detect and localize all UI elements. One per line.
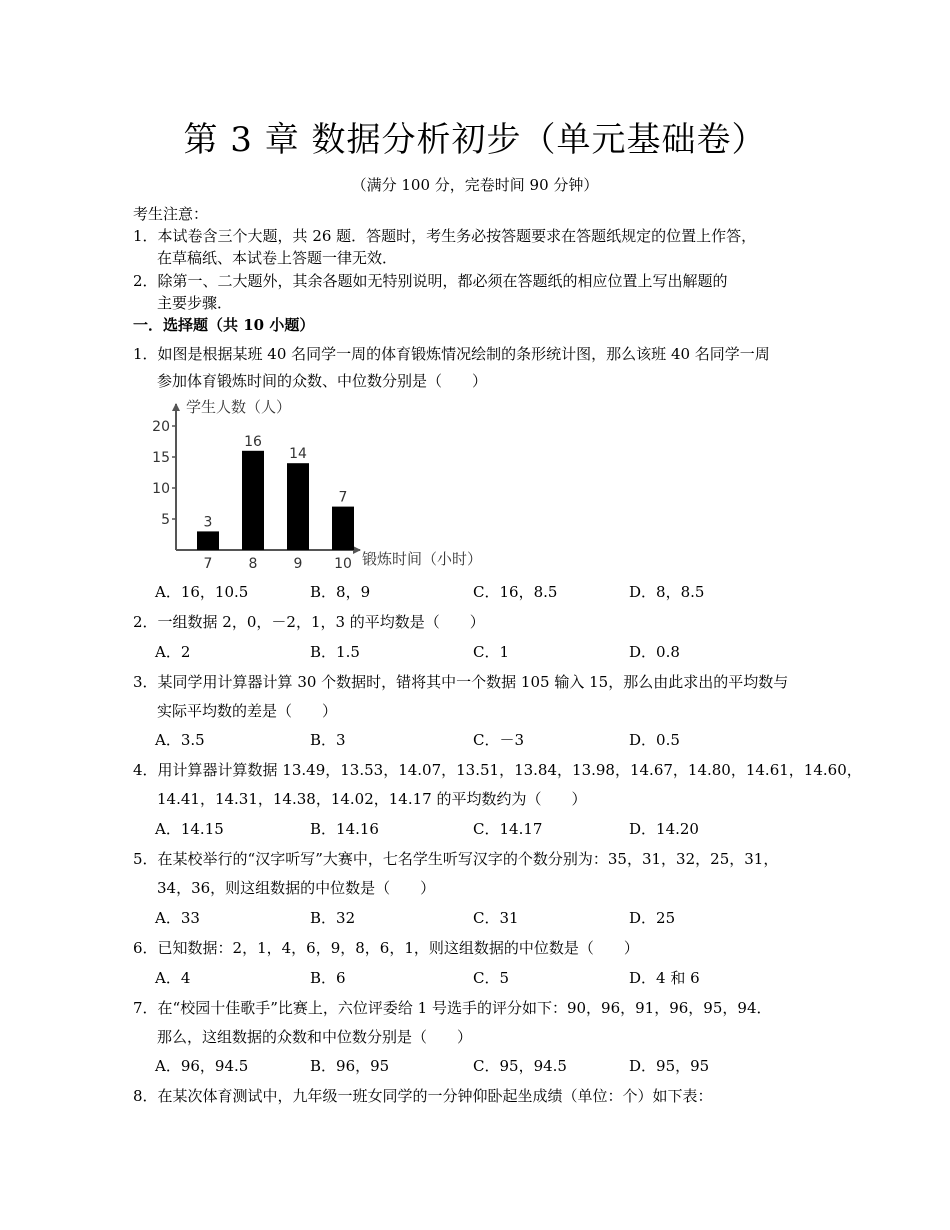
bar-data-label: 7	[338, 489, 348, 506]
option-b[interactable]: B．96，95	[310, 1057, 390, 1075]
bar	[332, 507, 354, 550]
option-c[interactable]: C．－3	[473, 731, 525, 749]
option-b[interactable]: B．1.5	[310, 643, 360, 661]
question-3-text-cont: 实际平均数的差是（ ）	[157, 702, 338, 720]
question-5-text-cont: 34，36，则这组数据的中位数是（ ）	[157, 879, 436, 897]
option-d[interactable]: D．0.8	[629, 643, 680, 661]
y-axis-label: 学生人数（人）	[186, 398, 292, 416]
y-tick-label: 10	[152, 481, 170, 497]
section-heading: 一．选择题（共 10 小题）	[133, 316, 315, 334]
option-c[interactable]: C．16，8.5	[473, 583, 558, 601]
question-1-text-cont: 参加体育锻炼时间的众数、中位数分别是（ ）	[157, 372, 488, 390]
option-d[interactable]: D．4 和 6	[629, 969, 700, 987]
notice-heading: 考生注意：	[133, 205, 209, 223]
bar	[287, 463, 309, 550]
option-d[interactable]: D．25	[629, 909, 676, 927]
bar-chart	[150, 396, 500, 576]
question-7-text: 7．在“校园十佳歌手”比赛上，六位评委给 1 号选手的评分如下：90，96，91，96，95，94．	[133, 999, 772, 1017]
question-3-text: 3．某同学用计算器计算 30 个数据时，错将其中一个数据 105 输入 15，那么由此求出的平均数与	[133, 673, 789, 691]
option-c[interactable]: C．1	[473, 643, 510, 661]
option-b[interactable]: B．32	[310, 909, 356, 927]
option-a[interactable]: A．33	[155, 909, 200, 927]
notice-item-2: 2．除第一、二大题外，其余各题如无特别说明，都必须在答题纸的相应位置上写出解题的	[133, 272, 728, 290]
option-b[interactable]: B．3	[310, 731, 346, 749]
option-c[interactable]: C．95，94.5	[473, 1057, 567, 1075]
bar-data-label: 14	[289, 446, 307, 463]
option-d[interactable]: D．8，8.5	[629, 583, 705, 601]
question-8-text: 8．在某次体育测试中，九年级一班女同学的一分钟仰卧起坐成绩（单位：个）如下表：	[133, 1087, 713, 1105]
y-tick-label: 20	[152, 419, 170, 435]
x-axis-label: 锻炼时间（小时）	[362, 550, 483, 568]
bar-data-label: 3	[203, 514, 213, 531]
x-tick-label: 8	[248, 556, 258, 572]
page-subtitle: （满分 100 分，完卷时间 90 分钟）	[351, 176, 599, 194]
option-d[interactable]: D．0.5	[629, 731, 680, 749]
question-2-text: 2．一组数据 2，0，－2，1，3 的平均数是（ ）	[133, 613, 485, 631]
option-c[interactable]: C．31	[473, 909, 519, 927]
x-tick-label: 7	[203, 556, 213, 572]
notice-item-2-cont: 主要步骤．	[157, 294, 233, 312]
option-a[interactable]: A．3.5	[155, 731, 205, 749]
y-tick-label: 5	[161, 512, 170, 528]
option-d[interactable]: D．14.20	[629, 820, 699, 838]
notice-item-1: 1．本试卷含三个大题，共 26 题．答题时，考生务必按答题要求在答题纸规定的位置上作答，	[133, 227, 757, 245]
x-axis-arrow	[353, 546, 361, 554]
y-axis-arrow	[172, 403, 180, 411]
question-1-text: 1．如图是根据某班 40 名同学一周的体育锻炼情况绘制的条形统计图，那么该班 40 名同学一周	[133, 345, 770, 363]
option-a[interactable]: A．2	[155, 643, 191, 661]
option-a[interactable]: A．16，10.5	[155, 583, 249, 601]
y-tick-label: 15	[152, 450, 170, 466]
x-tick-label: 9	[293, 556, 303, 572]
question-6-text: 6．已知数据：2，1，4，6，9，8，6，1，则这组数据的中位数是（ ）	[133, 939, 639, 957]
option-b[interactable]: B．6	[310, 969, 346, 987]
option-a[interactable]: A．14.15	[155, 820, 224, 838]
option-a[interactable]: A．96，94.5	[155, 1057, 249, 1075]
option-a[interactable]: A．4	[155, 969, 191, 987]
question-5-text: 5．在某校举行的“汉字听写”大赛中，七名学生听写汉字的个数分别为：35，31，32，25，31，	[133, 850, 779, 868]
page-title: 第 3 章 数据分析初步（单元基础卷）	[183, 120, 767, 160]
question-7-text-cont: 那么，这组数据的众数和中位数分别是（ ）	[157, 1028, 473, 1046]
bar	[197, 531, 219, 550]
option-b[interactable]: B．8，9	[310, 583, 371, 601]
question-4-text: 4．用计算器计算数据 13.49，13.53，14.07，13.51，13.84，13.98，14.67，14.80，14.61，14.60，	[133, 761, 862, 779]
option-c[interactable]: C．14.17	[473, 820, 543, 838]
bar	[242, 451, 264, 550]
option-c[interactable]: C．5	[473, 969, 510, 987]
option-d[interactable]: D．95，95	[629, 1057, 710, 1075]
option-b[interactable]: B．14.16	[310, 820, 379, 838]
x-tick-label: 10	[334, 556, 352, 572]
bar-data-label: 16	[244, 433, 262, 450]
notice-item-1-cont: 在草稿纸、本试卷上答题一律无效．	[157, 249, 398, 267]
question-4-text-cont: 14.41，14.31，14.38，14.02，14.17 的平均数约为（ ）	[157, 790, 587, 808]
